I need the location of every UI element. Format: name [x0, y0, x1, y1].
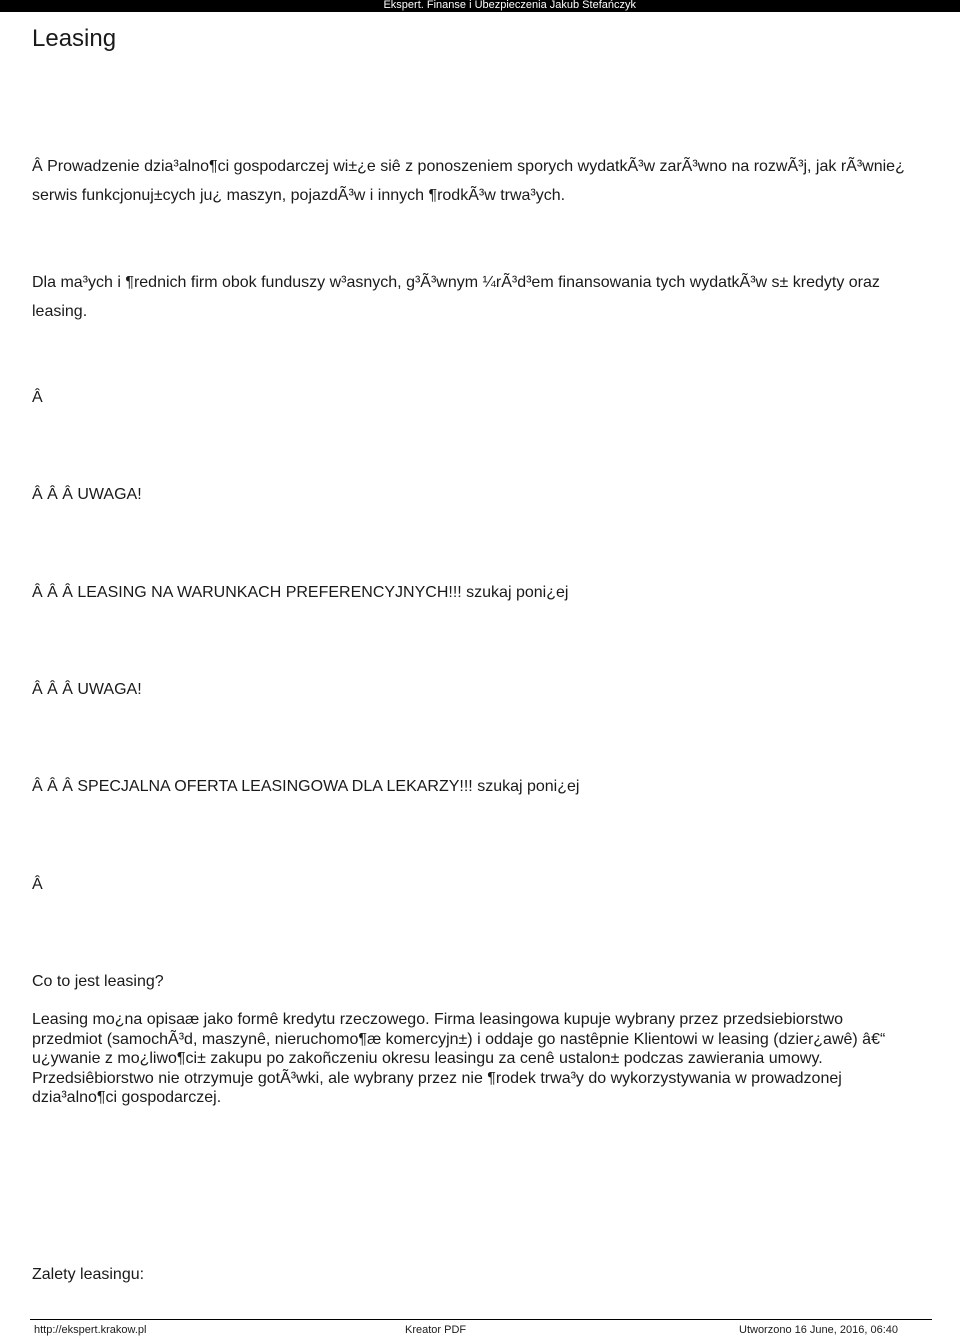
spacer-paragraph-1: Â	[32, 389, 43, 406]
intro-paragraph: Â Prowadzenie dzia³alno¶ci gospodarczej wi±¿e siê z ponoszeniem sporych wydatkÃ³w zarÃ³wno na rozwÃ³j, jak rÃ³wnie¿ serwis funkcjonuj±cych ju¿ maszyn, pojazdÃ³w i innych ¶rodkÃ³w trwa³ych.	[32, 158, 905, 204]
doctors-offer-notice: Â Â Â SPECJALNA OFERTA LEASINGOWA DLA LEKARZY!!! szukaj poni¿ej	[32, 778, 580, 795]
warning-heading-1: Â Â Â UWAGA!	[32, 486, 142, 503]
footer-divider	[30, 1319, 932, 1320]
financing-paragraph: Dla ma³ych i ¶rednich firm obok funduszy w³asnych, g³Ã³wnym ¼rÃ³d³em finansowania tych wydatkÃ³w s± kredyty oraz leasing.	[32, 274, 880, 320]
what-is-leasing-heading: Co to jest leasing?	[32, 973, 164, 990]
footer-generator: Kreator PDF	[405, 1324, 467, 1336]
footer-created-date: Utworzono 16 June, 2016, 06:40	[739, 1324, 899, 1336]
footer-url-link[interactable]: http://ekspert.krakow.pl	[34, 1324, 147, 1336]
site-header-title: Ekspert. Finanse i Ubezpieczenia Jakub Stefańczyk	[383, 0, 636, 11]
page-title: Leasing	[32, 25, 117, 52]
preferential-leasing-notice: Â Â Â LEASING NA WARUNKACH PREFERENCYJNYCH!!! szukaj poni¿ej	[32, 584, 569, 601]
warning-heading-2: Â Â Â UWAGA!	[32, 681, 142, 698]
spacer-paragraph-2: Â	[32, 876, 43, 893]
header-bar	[0, 0, 960, 12]
leasing-definition-paragraph: Leasing mo¿na opisaæ jako formê kredytu rzeczowego. Firma leasingowa kupuje wybrany przez przedsiebiorstwo przedmiot (samochÃ³d, maszynê, nieruchomo¶æ komercyjn±) i oddaje go nastêpnie Klientowi w leasing (dzier¿awê) â€“ u¿ywanie z mo¿liwo¶ci± zakupu po zakoñczeniu okresu leasingu za cenê ustalon± podczas zawierania umowy. Przedsiêbiorstwo nie otrzymuje gotÃ³wki, ale wybrany przez nie ¶rodek trwa³y do wykorzystywania w prowadzonej dzia³alno¶ci gospodarczej.	[32, 1011, 886, 1106]
advantages-heading: Zalety leasingu:	[32, 1266, 145, 1283]
